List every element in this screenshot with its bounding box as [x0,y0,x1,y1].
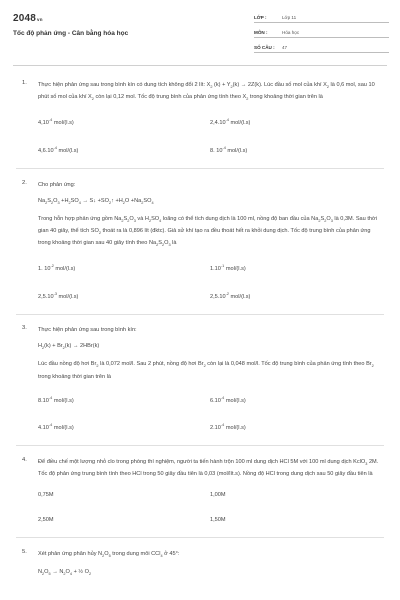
question-text: Để điều chế một lượng nhỏ clo trong phòng thí nghiệm, người ta tiến hành trộn 100 ml dung dịch HCl 5M với 100 ml dung dịch KclO$_3$ 2M. Tốc độ phản ứng trung bình tính theo HCl trong 50 giây đầu tiên là 0,03 (mol/lít.s). Nồng độ HCl trong dung dịch sau 50 giây đầu tiên là [38,458,379,477]
answer-option[interactable]: $4.10^{-4}$ mol/(l.s) [38,423,74,432]
answer-option[interactable]: 0,75M [38,491,54,498]
answer-option[interactable]: $4,10^{-4}$ mol/(l.s) [38,118,74,127]
question-text: $N_2O_5 \to N_2O_4$ + ½ $O_2$ [38,568,92,576]
question-number: 3. [22,325,27,332]
question-text: Trong hỗn hợp phản ứng gồm $Na_2S_2O_3$ và $H_2SO_4$ loãng có thể tích dung dịch là 100 ml, nồng độ ban đầu của $Na_2S_2O_3$ là 0,3M. Sau thời gian 40 giây, thể tích $SO_2$ thoát ra là 0,896 lít (đktc). Giả sử khí tạo ra đều thoát hết ra khỏi dung dịch. Tốc độ trung bình của phản ứng trong khoảng thời gian sau 40 giây tính theo $Na_2S_2O_3$ là [38,215,377,247]
header [0,0,400,60]
question-number: 1. [22,80,27,86]
question-text: Thực hiện phản ứng sau trong bình kín: [38,327,137,334]
question-text: Lúc đầu nồng độ hơi $Br_2$ là 0,072 mol/l. Sau 2 phút, nồng độ hơi $Br_2$ còn lại là 0,048 mol/l. Tốc độ trung bình của phản ứng tính theo $Br_2$ trong khoảng thời gian trên là [38,361,374,380]
question-text: $Na_2S_2O_3 +H_2SO_4$ → S↓ $+SO_2↑ +H_2O +Na_2SO_4$ [38,197,154,205]
answer-option[interactable]: $2,4.10^{-4}$ mol/(l.s) [210,118,251,127]
answer-options [38,491,384,524]
answer-option[interactable]: 1. $10^{-2}$ mol/(l.s) [38,263,76,272]
question-3 [0,325,400,432]
answer-option[interactable]: $1.10^{-1}$ mol/(l.s) [210,263,246,272]
answer-options [38,262,384,301]
meta-subject: MÔN : Hóa học [254,28,389,38]
question-4 [0,457,400,524]
question-number: 5. [22,548,27,555]
answer-options [38,116,384,155]
answer-option[interactable]: 1,00M [210,491,226,498]
question-1 [0,80,400,155]
question-list [0,80,400,579]
question-separator [16,445,384,446]
question-5 [0,549,400,579]
question-separator [16,168,384,169]
answer-option[interactable]: 8. $10^{-4}$ mol/(l.s) [210,146,248,154]
question-number: 4. [22,456,27,463]
answer-option[interactable]: $2.10^{-4}$ mol/(l.s) [210,423,246,432]
meta-question-count: SỐ CÂU : 47 [254,43,389,53]
answer-option[interactable]: 2,50M [38,516,54,523]
site-logo[interactable]: 2048vn [13,13,43,24]
header-divider [13,65,387,66]
question-text: Cho phản ứng: [38,181,76,188]
question-number: 2. [22,179,27,186]
answer-option[interactable]: $4,6.10^{-4}$ mol/(l.s) [38,146,79,154]
question-text: Xét phản ứng phân hủy $N_2O_5$ trong dung môi CCl$_4$ ở 45°: [38,550,180,558]
answer-option[interactable]: $2,5.10^{-2}$ mol/(l.s) [210,291,251,300]
answer-options [38,394,384,433]
document-title: Tốc độ phản ứng - Cân bằng hóa học [13,30,129,37]
answer-option[interactable]: $8.10^{-4}$ mol/(l.s) [38,395,74,404]
answer-option[interactable]: $6.10^{-4}$ mol/(l.s) [210,395,246,404]
meta-class: LỚP : Lớp 11 [254,13,389,23]
answer-option[interactable]: $2,5.10^{-3}$ mol/(l.s) [38,291,79,300]
question-2 [0,180,400,301]
question-separator [16,314,384,315]
question-text: Thực hiện phản ứng sau trong bình kín có dung tích không đổi 2 lít: $X_2$ $(k) + Y_2(k) \to 2Z(k)$. Lúc đầu số mol của khí $X_2$ là 0,6 mol, sau 10 phút số mol của khí $X_2$ còn lại 0,12 mol. Tốc độ trung bình của phản ứng tính theo $X_2$ trong khoảng thời gian trên là [38,82,375,102]
question-separator [16,537,384,538]
question-text: $H_2(k) + Br_2(k) \to 2HBr(k)$ [38,343,100,351]
answer-option[interactable]: 1,50M [210,516,226,523]
